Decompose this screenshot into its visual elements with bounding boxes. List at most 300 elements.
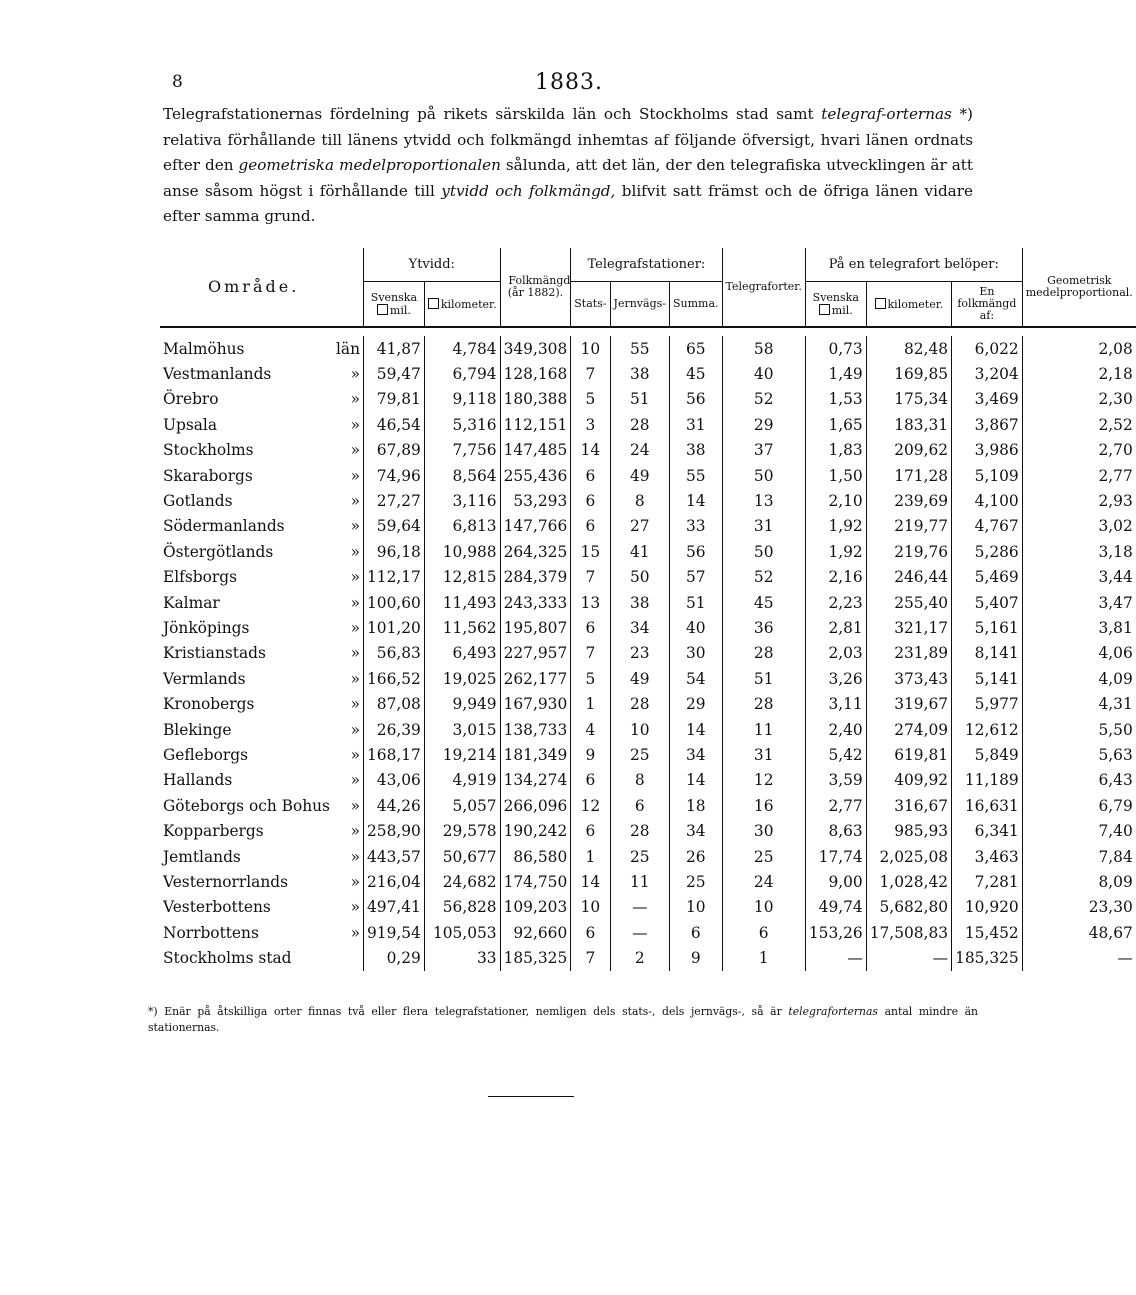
- square-icon: [377, 304, 388, 315]
- row-geometrisk: 2,08: [1022, 336, 1136, 361]
- row-pa-mil: 1,49: [805, 361, 866, 386]
- row-pa-kilometer: 319,67: [866, 691, 951, 716]
- row-svenska-mil: 67,89: [363, 438, 424, 463]
- row-telegraforter: 31: [722, 742, 805, 767]
- row-kilometer: 11,493: [424, 590, 500, 615]
- row-name: Kalmar: [163, 593, 220, 612]
- row-name: Gotlands: [163, 492, 233, 511]
- row-svenska-mil: 43,06: [363, 768, 424, 793]
- row-geometrisk: 23,30: [1022, 895, 1136, 920]
- table-row: [160, 920, 1136, 945]
- row-summa: 14: [670, 768, 723, 793]
- page-number: 8: [172, 72, 183, 92]
- row-stats: 12: [571, 793, 610, 818]
- row-pa-mil: 1,50: [805, 463, 866, 488]
- row-pa-mil: 2,10: [805, 488, 866, 513]
- row-stats: 5: [571, 666, 610, 691]
- row-geometrisk: 8,09: [1022, 869, 1136, 894]
- row-geometrisk: 7,84: [1022, 844, 1136, 869]
- row-folkmangd: 195,807: [500, 615, 571, 640]
- row-lan: »: [350, 618, 360, 637]
- row-stats: 6: [571, 488, 610, 513]
- row-stats: 13: [571, 590, 610, 615]
- row-name: Vesternorrlands: [163, 872, 289, 891]
- intro-text-1: Telegrafstationernas fördelning på rikets särskilda län och Stockholms stad samt: [163, 105, 822, 123]
- row-kilometer: 56,828: [424, 895, 500, 920]
- row-pa-kilometer: 985,93: [866, 818, 951, 843]
- row-svenska-mil: 59,47: [363, 361, 424, 386]
- row-pa-mil: 9,00: [805, 869, 866, 894]
- row-jernvags: 49: [610, 463, 669, 488]
- table-row: [160, 793, 1136, 818]
- row-geometrisk: 6,79: [1022, 793, 1136, 818]
- table-row: [160, 539, 1136, 564]
- row-lan: »: [350, 390, 360, 409]
- row-kilometer: 29,578: [424, 818, 500, 843]
- row-telegraforter: 24: [722, 869, 805, 894]
- row-geometrisk: 3,81: [1022, 615, 1136, 640]
- row-name: Norrbottens: [163, 923, 259, 942]
- table-row: [160, 742, 1136, 767]
- row-summa: 33: [670, 514, 723, 539]
- row-jernvags: 55: [610, 336, 669, 361]
- row-name: Jönköpings: [163, 618, 250, 637]
- row-pa-mil: 49,74: [805, 895, 866, 920]
- row-pa-folkmangd: 3,867: [952, 412, 1023, 437]
- row-lan: »: [350, 669, 360, 688]
- row-telegraforter: 25: [722, 844, 805, 869]
- row-lan: »: [350, 847, 360, 866]
- row-svenska-mil: 26,39: [363, 717, 424, 742]
- row-telegraforter: 30: [722, 818, 805, 843]
- intro-italic-2: geometriska medelproportionalen: [238, 156, 501, 175]
- square-icon: [819, 304, 830, 315]
- row-geometrisk: 5,63: [1022, 742, 1136, 767]
- row-name: Kopparbergs: [163, 822, 264, 841]
- header-pa-en-telegrafort: På en telegrafort belöper:: [805, 248, 1022, 282]
- row-svenska-mil: 168,17: [363, 742, 424, 767]
- table-header-row-1: [160, 248, 1136, 282]
- footnote-italic: telegraforternas: [788, 1005, 878, 1018]
- row-name: Östergötlands: [163, 542, 274, 561]
- row-summa: 65: [670, 336, 723, 361]
- row-pa-folkmangd: 6,022: [952, 336, 1023, 361]
- row-pa-mil: 2,81: [805, 615, 866, 640]
- row-pa-mil: 8,63: [805, 818, 866, 843]
- header-svenska-mil: [363, 282, 424, 327]
- row-kilometer: 6,813: [424, 514, 500, 539]
- row-name: Stockholms stad: [163, 949, 292, 968]
- header-folkmangd: [500, 248, 571, 326]
- header-pa-kilometer-label: kilometer.: [887, 297, 944, 311]
- intro-italic-1: telegraf-orternas: [821, 105, 952, 123]
- row-folkmangd: 284,379: [500, 565, 571, 590]
- row-name: Upsala: [163, 415, 217, 434]
- row-jernvags: 50: [610, 565, 669, 590]
- row-folkmangd: 53,293: [500, 488, 571, 513]
- row-folkmangd: 180,388: [500, 387, 571, 412]
- row-svenska-mil: 74,96: [363, 463, 424, 488]
- row-kilometer: 9,118: [424, 387, 500, 412]
- row-lan: »: [350, 517, 360, 536]
- header-kilometer-label: kilometer.: [440, 297, 497, 311]
- row-telegraforter: 37: [722, 438, 805, 463]
- row-pa-mil: 1,92: [805, 514, 866, 539]
- row-svenska-mil: 100,60: [363, 590, 424, 615]
- row-geometrisk: 2,77: [1022, 463, 1136, 488]
- row-svenska-mil: 59,64: [363, 514, 424, 539]
- intro-text-2: *) relativa förhållande till länens ytvidd och folkmängd inhemtas af följande öfversigt, hvari länen ordnats efter den: [163, 105, 973, 175]
- row-svenska-mil: 112,17: [363, 565, 424, 590]
- row-kilometer: 6,493: [424, 641, 500, 666]
- row-stats: 9: [571, 742, 610, 767]
- row-kilometer: 19,214: [424, 742, 500, 767]
- row-lan: [333, 945, 364, 970]
- row-stats: 3: [571, 412, 610, 437]
- row-pa-mil: 2,23: [805, 590, 866, 615]
- bottom-rule: [488, 1096, 574, 1097]
- row-stats: 10: [571, 336, 610, 361]
- row-summa: 51: [670, 590, 723, 615]
- row-jernvags: 28: [610, 412, 669, 437]
- row-pa-mil: —: [805, 945, 866, 970]
- row-jernvags: 34: [610, 615, 669, 640]
- row-name: Gefleborgs: [163, 745, 249, 764]
- footnote-text-2: antal mindre än stationernas.: [148, 1005, 978, 1034]
- header-spacer: [160, 327, 1136, 336]
- row-pa-kilometer: 2,025,08: [866, 844, 951, 869]
- row-pa-mil: 1,83: [805, 438, 866, 463]
- row-stats: 1: [571, 691, 610, 716]
- row-geometrisk: 2,30: [1022, 387, 1136, 412]
- row-kilometer: 5,057: [424, 793, 500, 818]
- row-lan: »: [350, 872, 360, 891]
- row-pa-folkmangd: 5,141: [952, 666, 1023, 691]
- row-telegraforter: 13: [722, 488, 805, 513]
- row-kilometer: 50,677: [424, 844, 500, 869]
- row-geometrisk: 2,18: [1022, 361, 1136, 386]
- row-pa-folkmangd: 6,341: [952, 818, 1023, 843]
- row-svenska-mil: 101,20: [363, 615, 424, 640]
- header-jernvags: Jernvägs-: [610, 282, 669, 327]
- row-pa-kilometer: 183,31: [866, 412, 951, 437]
- square-icon: [875, 298, 886, 309]
- row-folkmangd: 138,733: [500, 717, 571, 742]
- row-name: Södermanlands: [163, 517, 285, 536]
- row-kilometer: 8,564: [424, 463, 500, 488]
- row-pa-folkmangd: 3,204: [952, 361, 1023, 386]
- row-folkmangd: 134,274: [500, 768, 571, 793]
- row-jernvags: 8: [610, 768, 669, 793]
- row-name: Örebro: [163, 390, 219, 409]
- table-row: [160, 438, 1136, 463]
- row-pa-kilometer: 246,44: [866, 565, 951, 590]
- row-jernvags: —: [610, 895, 669, 920]
- row-geometrisk: 2,70: [1022, 438, 1136, 463]
- row-telegraforter: 52: [722, 387, 805, 412]
- row-pa-folkmangd: 5,286: [952, 539, 1023, 564]
- header-geometrisk: Geometrisk medelproportional.: [1022, 248, 1136, 326]
- row-lan: »: [350, 492, 360, 511]
- row-jernvags: 24: [610, 438, 669, 463]
- table-row: [160, 463, 1136, 488]
- row-pa-folkmangd: 5,161: [952, 615, 1023, 640]
- row-svenska-mil: 443,57: [363, 844, 424, 869]
- row-pa-folkmangd: 5,977: [952, 691, 1023, 716]
- row-stats: 6: [571, 920, 610, 945]
- row-lan: län: [335, 339, 360, 358]
- row-telegraforter: 28: [722, 691, 805, 716]
- header-pa-kilometer: [866, 282, 951, 327]
- row-summa: 25: [670, 869, 723, 894]
- row-svenska-mil: 46,54: [363, 412, 424, 437]
- row-summa: 55: [670, 463, 723, 488]
- row-pa-kilometer: —: [866, 945, 951, 970]
- row-stats: 14: [571, 438, 610, 463]
- row-stats: 4: [571, 717, 610, 742]
- row-geometrisk: 3,44: [1022, 565, 1136, 590]
- row-name: Jemtlands: [163, 847, 241, 866]
- row-kilometer: 11,562: [424, 615, 500, 640]
- row-pa-kilometer: 1,028,42: [866, 869, 951, 894]
- row-pa-folkmangd: 4,100: [952, 488, 1023, 513]
- table-row: [160, 412, 1136, 437]
- row-summa: 57: [670, 565, 723, 590]
- row-stats: 7: [571, 361, 610, 386]
- row-pa-folkmangd: 16,631: [952, 793, 1023, 818]
- row-folkmangd: 190,242: [500, 818, 571, 843]
- header-summa: Summa.: [670, 282, 723, 327]
- row-jernvags: 2: [610, 945, 669, 970]
- row-pa-mil: 17,74: [805, 844, 866, 869]
- row-lan: »: [350, 415, 360, 434]
- row-summa: 9: [670, 945, 723, 970]
- table-row: [160, 869, 1136, 894]
- row-summa: 14: [670, 488, 723, 513]
- row-name: Vestmanlands: [163, 365, 272, 384]
- row-lan: »: [350, 644, 360, 663]
- row-pa-folkmangd: 5,469: [952, 565, 1023, 590]
- row-kilometer: 12,815: [424, 565, 500, 590]
- header-ar: (år 1882).: [507, 286, 564, 299]
- row-summa: 34: [670, 818, 723, 843]
- row-geometrisk: 48,67: [1022, 920, 1136, 945]
- header-pa-mil: mil.: [831, 303, 853, 317]
- row-geometrisk: 2,52: [1022, 412, 1136, 437]
- row-telegraforter: 58: [722, 336, 805, 361]
- header-folkmangd-label: Folkmängd: [508, 274, 571, 287]
- row-summa: 18: [670, 793, 723, 818]
- row-geometrisk: 6,43: [1022, 768, 1136, 793]
- row-pa-mil: 2,16: [805, 565, 866, 590]
- footnote-text-1: *) Enär på åtskilliga orter finnas två eller flera telegrafstationer, nemligen dels stats-, dels jernvägs-, så är: [148, 1005, 789, 1018]
- table-row: [160, 590, 1136, 615]
- row-pa-mil: 0,73: [805, 336, 866, 361]
- row-telegraforter: 29: [722, 412, 805, 437]
- row-lan: »: [350, 695, 360, 714]
- table-row: [160, 844, 1136, 869]
- row-pa-kilometer: 219,76: [866, 539, 951, 564]
- table-row: [160, 641, 1136, 666]
- table-row: [160, 361, 1136, 386]
- row-summa: 40: [670, 615, 723, 640]
- row-pa-mil: 5,42: [805, 742, 866, 767]
- row-pa-kilometer: 171,28: [866, 463, 951, 488]
- row-geometrisk: 7,40: [1022, 818, 1136, 843]
- row-folkmangd: 266,096: [500, 793, 571, 818]
- row-pa-folkmangd: 3,469: [952, 387, 1023, 412]
- row-stats: 6: [571, 818, 610, 843]
- row-summa: 29: [670, 691, 723, 716]
- row-lan: »: [350, 771, 360, 790]
- row-pa-kilometer: 169,85: [866, 361, 951, 386]
- row-name: Blekinge: [163, 720, 232, 739]
- row-pa-kilometer: 321,17: [866, 615, 951, 640]
- row-svenska-mil: 258,90: [363, 818, 424, 843]
- row-jernvags: 38: [610, 590, 669, 615]
- row-summa: 26: [670, 844, 723, 869]
- row-geometrisk: 4,31: [1022, 691, 1136, 716]
- row-lan: »: [350, 923, 360, 942]
- row-pa-folkmangd: 185,325: [952, 945, 1023, 970]
- row-name: Göteborgs och Bohus: [163, 796, 330, 815]
- header-en-folkmangd: En folkmängd af:: [952, 282, 1023, 327]
- row-svenska-mil: 919,54: [363, 920, 424, 945]
- row-name: Kristianstads: [163, 644, 266, 663]
- table-row: [160, 717, 1136, 742]
- table-row: [160, 514, 1136, 539]
- row-telegraforter: 36: [722, 615, 805, 640]
- row-jernvags: 27: [610, 514, 669, 539]
- row-geometrisk: 3,02: [1022, 514, 1136, 539]
- row-pa-folkmangd: 4,767: [952, 514, 1023, 539]
- header-telegrafstationer: Telegrafstationer:: [571, 248, 722, 282]
- row-jernvags: 10: [610, 717, 669, 742]
- row-pa-folkmangd: 5,849: [952, 742, 1023, 767]
- table-row: [160, 818, 1136, 843]
- row-telegraforter: 50: [722, 463, 805, 488]
- row-pa-mil: 2,40: [805, 717, 866, 742]
- row-lan: »: [350, 745, 360, 764]
- row-svenska-mil: 166,52: [363, 666, 424, 691]
- row-telegraforter: 50: [722, 539, 805, 564]
- row-folkmangd: 264,325: [500, 539, 571, 564]
- row-summa: 56: [670, 387, 723, 412]
- header-omrade: Område.: [208, 277, 300, 296]
- row-pa-kilometer: 274,09: [866, 717, 951, 742]
- row-geometrisk: 5,50: [1022, 717, 1136, 742]
- row-kilometer: 3,015: [424, 717, 500, 742]
- row-lan: »: [350, 593, 360, 612]
- table-row: [160, 336, 1136, 361]
- row-lan: »: [350, 822, 360, 841]
- row-folkmangd: 86,580: [500, 844, 571, 869]
- row-svenska-mil: 216,04: [363, 869, 424, 894]
- row-lan: »: [350, 796, 360, 815]
- row-folkmangd: 255,436: [500, 463, 571, 488]
- row-pa-mil: 1,65: [805, 412, 866, 437]
- row-stats: 7: [571, 565, 610, 590]
- row-kilometer: 33: [424, 945, 500, 970]
- row-pa-mil: 153,26: [805, 920, 866, 945]
- intro-text-4: blifvit satt främst och de öfriga länen vidare efter samma grund.: [163, 181, 973, 226]
- row-folkmangd: 174,750: [500, 869, 571, 894]
- row-folkmangd: 262,177: [500, 666, 571, 691]
- row-stats: 6: [571, 768, 610, 793]
- table-body: [160, 336, 1136, 971]
- row-pa-folkmangd: 7,281: [952, 869, 1023, 894]
- row-lan: »: [350, 542, 360, 561]
- row-jernvags: 25: [610, 742, 669, 767]
- row-kilometer: 105,053: [424, 920, 500, 945]
- row-stats: 6: [571, 615, 610, 640]
- header-pa-svenska-mil: [805, 282, 866, 327]
- row-name: Vermlands: [163, 669, 246, 688]
- row-summa: 45: [670, 361, 723, 386]
- row-lan: »: [350, 568, 360, 587]
- row-summa: 38: [670, 438, 723, 463]
- row-jernvags: 51: [610, 387, 669, 412]
- row-telegraforter: 51: [722, 666, 805, 691]
- row-pa-kilometer: 82,48: [866, 336, 951, 361]
- row-kilometer: 10,988: [424, 539, 500, 564]
- row-jernvags: 38: [610, 361, 669, 386]
- row-folkmangd: 181,349: [500, 742, 571, 767]
- row-telegraforter: 45: [722, 590, 805, 615]
- row-folkmangd: 128,168: [500, 361, 571, 386]
- row-folkmangd: 227,957: [500, 641, 571, 666]
- row-telegraforter: 12: [722, 768, 805, 793]
- row-folkmangd: 349,308: [500, 336, 571, 361]
- table-row: [160, 565, 1136, 590]
- row-telegraforter: 6: [722, 920, 805, 945]
- row-svenska-mil: 41,87: [363, 336, 424, 361]
- row-summa: 30: [670, 641, 723, 666]
- row-pa-folkmangd: 5,407: [952, 590, 1023, 615]
- row-lan: »: [350, 720, 360, 739]
- row-name: Stockholms: [163, 441, 254, 460]
- row-pa-kilometer: 175,34: [866, 387, 951, 412]
- row-summa: 54: [670, 666, 723, 691]
- row-stats: 15: [571, 539, 610, 564]
- square-icon: [428, 298, 439, 309]
- row-kilometer: 24,682: [424, 869, 500, 894]
- row-pa-kilometer: 619,81: [866, 742, 951, 767]
- row-stats: 5: [571, 387, 610, 412]
- table-row: [160, 666, 1136, 691]
- row-pa-folkmangd: 8,141: [952, 641, 1023, 666]
- row-kilometer: 7,756: [424, 438, 500, 463]
- row-svenska-mil: 0,29: [363, 945, 424, 970]
- row-jernvags: 28: [610, 818, 669, 843]
- row-summa: 31: [670, 412, 723, 437]
- row-kilometer: 9,949: [424, 691, 500, 716]
- row-name: Skaraborgs: [163, 466, 253, 485]
- row-jernvags: 28: [610, 691, 669, 716]
- row-pa-folkmangd: 15,452: [952, 920, 1023, 945]
- row-jernvags: 49: [610, 666, 669, 691]
- row-pa-folkmangd: 3,463: [952, 844, 1023, 869]
- row-name: Kronobergs: [163, 695, 255, 714]
- header-stats: Stats-: [571, 282, 610, 327]
- row-pa-mil: 2,77: [805, 793, 866, 818]
- row-svenska-mil: 497,41: [363, 895, 424, 920]
- header-svenska: Svenska: [370, 290, 418, 304]
- row-pa-mil: 2,03: [805, 641, 866, 666]
- row-pa-mil: 3,11: [805, 691, 866, 716]
- row-svenska-mil: 87,08: [363, 691, 424, 716]
- table-row: [160, 488, 1136, 513]
